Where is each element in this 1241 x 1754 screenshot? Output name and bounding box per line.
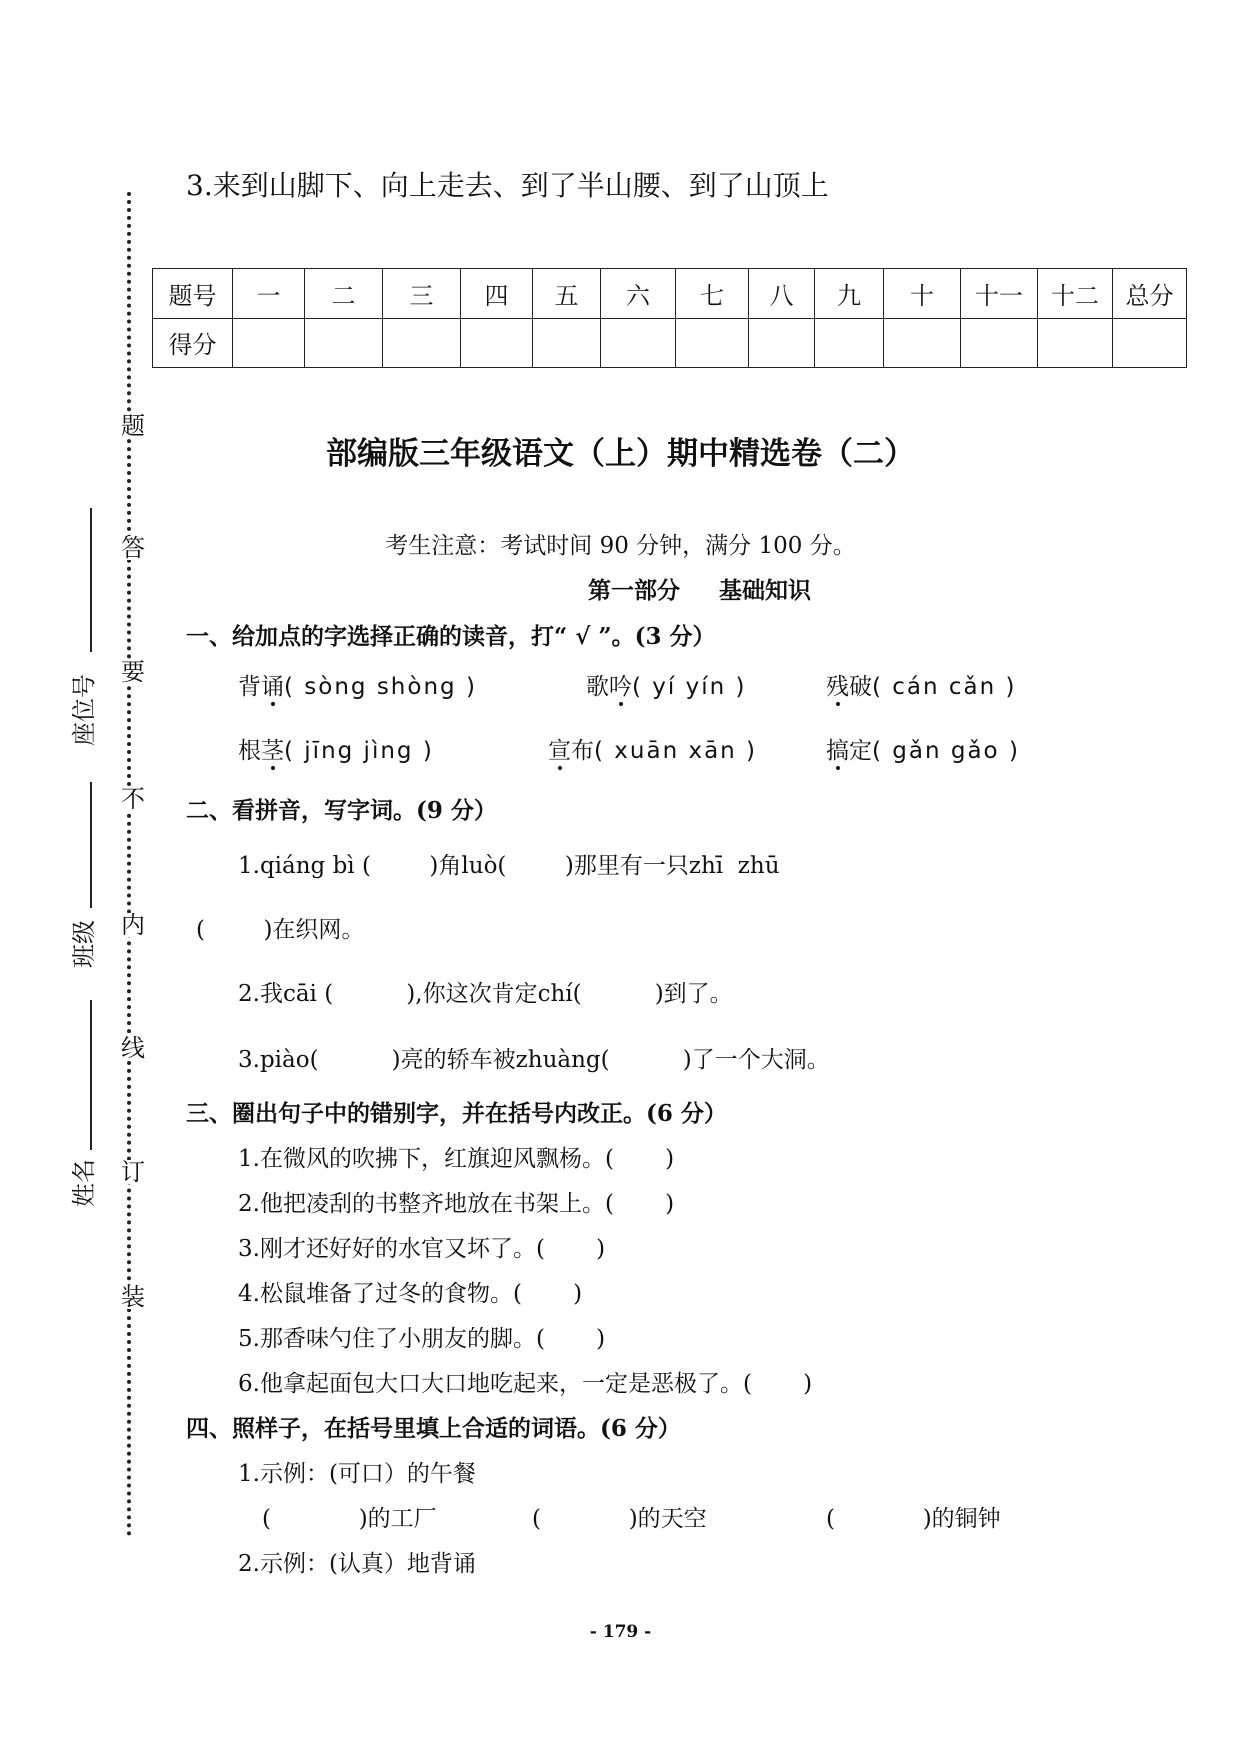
pinyin-write-line-1[interactable]: 1.qiáng bì ( )角luò( )那里有一只zhī zhū <box>238 853 780 879</box>
class-underline <box>90 782 92 908</box>
fill-blank-3[interactable]: ( )的铜钟 <box>826 1506 1001 1532</box>
fill-blank-1[interactable]: ( )的工厂 <box>262 1506 437 1532</box>
score-input-cell[interactable] <box>383 318 461 368</box>
score-input-cell[interactable] <box>676 318 749 368</box>
score-cell: 得分 <box>153 318 233 368</box>
section-2-heading: 二、看拼音，写字词。(9 分） <box>186 797 497 824</box>
score-input-cell[interactable] <box>305 318 383 368</box>
example-2: 2.示例：(认真）地背诵 <box>238 1551 476 1577</box>
binding-char-3: 要 <box>121 658 145 686</box>
score-cell: 五 <box>533 269 601 319</box>
correction-item[interactable]: 2.他把凌刮的书整齐地放在书架上。( ) <box>238 1191 675 1217</box>
pinyin-choice-5: 宣布( xuān xān ) <box>548 738 758 764</box>
score-input-cell[interactable] <box>233 318 305 368</box>
example-1: 1.示例：(可口）的午餐 <box>238 1461 476 1487</box>
score-cell: 十二 <box>1038 269 1113 319</box>
pinyin-write-line-2[interactable]: 2.我cāi ( ),你这次肯定chí( )到了。 <box>238 981 733 1007</box>
correction-item[interactable]: 3.刚才还好好的水官又坏了。( ) <box>238 1236 606 1262</box>
score-input-cell[interactable] <box>749 318 815 368</box>
pinyin-write-line-3[interactable]: 3.piào( )亮的轿车被zhuàng( )了一个大洞。 <box>238 1047 830 1073</box>
pinyin-write-line-1b[interactable]: ( )在织网。 <box>196 917 365 943</box>
page-number: - 179 - <box>589 1622 652 1642</box>
score-input-cell[interactable] <box>533 318 601 368</box>
fill-blank-2[interactable]: ( )的天空 <box>532 1506 707 1532</box>
score-input-cell[interactable] <box>961 318 1038 368</box>
correction-item[interactable]: 6.他拿起面包大口大口地吃起来，一定是恶极了。( ) <box>238 1371 813 1397</box>
score-input-cell[interactable] <box>815 318 884 368</box>
section-4-heading: 四、照样子，在括号里填上合适的词语。(6 分） <box>186 1415 681 1442</box>
name-label: 姓名 <box>70 1159 98 1207</box>
exam-notice: 考生注意：考试时间 90 分钟，满分 100 分。 <box>385 533 856 559</box>
top-line: 3.来到山脚下、向上走去、到了半山腰、到了山顶上 <box>186 169 829 202</box>
seat-number-label: 座位号 <box>70 674 98 746</box>
score-cell: 三 <box>383 269 461 319</box>
binding-char-2: 答 <box>121 534 145 562</box>
section-1-heading: 一、给加点的字选择正确的读音，打“ √ ”。(3 分） <box>186 623 716 650</box>
score-cell: 六 <box>601 269 676 319</box>
score-cell: 题号 <box>153 269 233 319</box>
score-input-cell[interactable] <box>1113 318 1187 368</box>
correction-item[interactable]: 1.在微风的吹拂下，红旗迎风飘杨。( ) <box>238 1146 675 1172</box>
class-label: 班级 <box>70 920 98 968</box>
binding-dotted-line <box>127 192 131 1537</box>
binding-char-6: 线 <box>121 1034 145 1062</box>
pinyin-choice-6: 搞定( gǎn gǎo ) <box>826 738 1020 764</box>
pinyin-choice-2: 歌吟( yí yín ) <box>586 674 747 700</box>
score-cell: 八 <box>749 269 815 319</box>
score-input-cell[interactable] <box>884 318 961 368</box>
section-3-heading: 三、圈出句子中的错别字，并在括号内改正。(6 分） <box>186 1100 727 1127</box>
pinyin-choice-3: 残破( cán cǎn ) <box>826 674 1017 700</box>
binding-char-8: 装 <box>121 1283 145 1311</box>
score-table-score-row <box>153 318 1187 368</box>
name-underline <box>90 1000 92 1150</box>
page-title: 部编版三年级语文（上）期中精选卷（二） <box>326 436 915 472</box>
score-cell: 一 <box>233 269 305 319</box>
score-cell: 七 <box>676 269 749 319</box>
score-input-cell[interactable] <box>461 318 533 368</box>
score-input-cell[interactable] <box>601 318 676 368</box>
pinyin-choice-1: 背诵( sòng shòng ) <box>238 674 477 700</box>
score-cell: 二 <box>305 269 383 319</box>
score-cell: 九 <box>815 269 884 319</box>
binding-char-1: 题 <box>121 412 145 440</box>
correction-item[interactable]: 5.那香味勺住了小朋友的脚。( ) <box>238 1326 606 1352</box>
score-input-cell[interactable] <box>1038 318 1113 368</box>
correction-item[interactable]: 4.松鼠堆备了过冬的食物。( ) <box>238 1281 583 1307</box>
part-title: 第一部分 基础知识 <box>588 577 812 604</box>
score-table <box>152 268 1187 368</box>
binding-char-7: 订 <box>121 1158 145 1186</box>
pinyin-choice-4: 根茎( jīng jìng ) <box>238 738 434 764</box>
score-cell: 总分 <box>1113 269 1187 319</box>
score-cell: 十一 <box>961 269 1038 319</box>
score-cell: 十 <box>884 269 961 319</box>
score-cell: 四 <box>461 269 533 319</box>
binding-char-5: 内 <box>121 911 145 939</box>
binding-char-4: 不 <box>121 785 145 813</box>
score-table-header-row <box>153 269 1187 319</box>
